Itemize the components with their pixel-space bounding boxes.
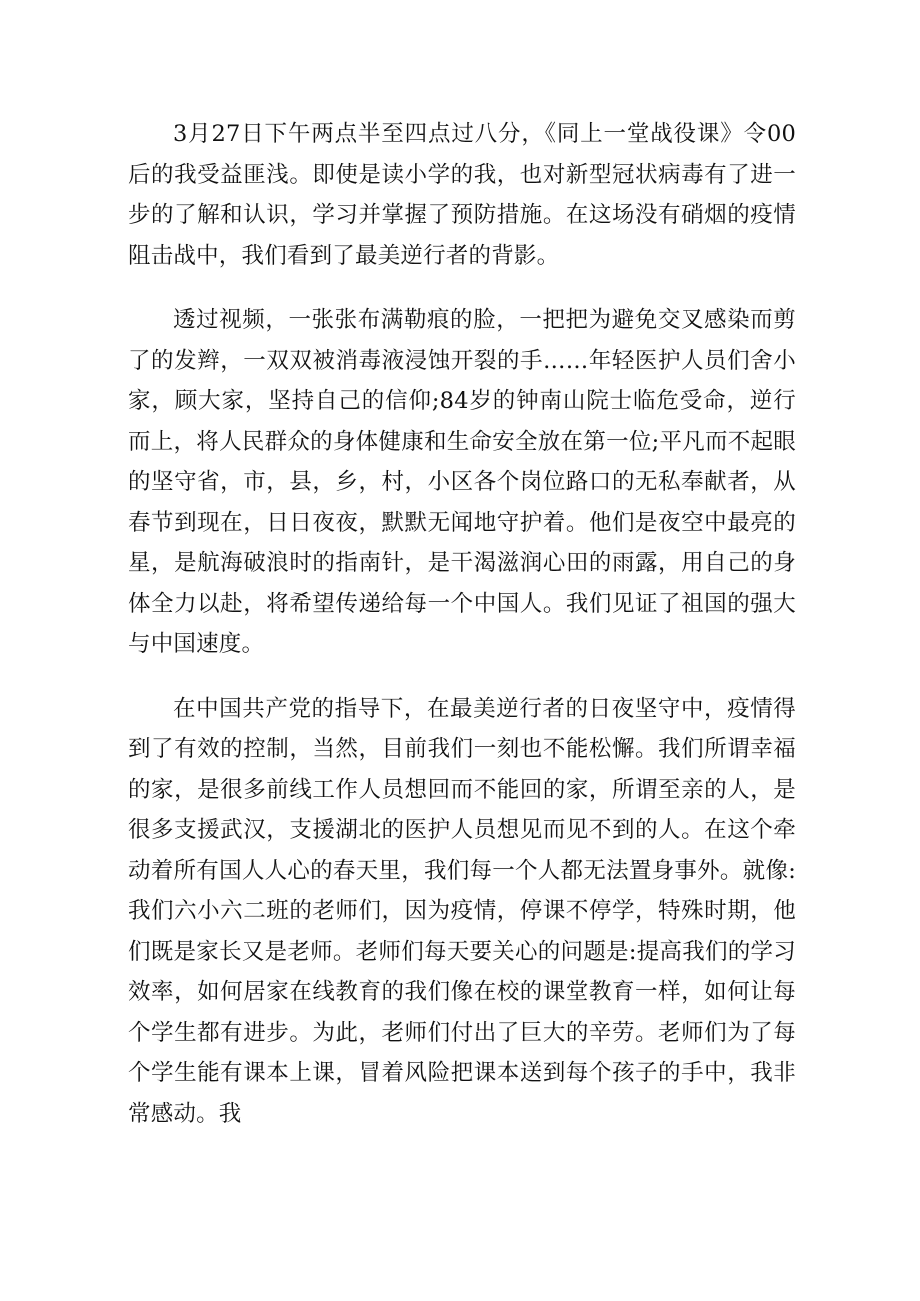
- paragraph-2: 透过视频，一张张布满勒痕的脸，一把把为避免交叉感染而剪了的发辫，一双双被消毒液浸蚀开裂的手……年轻医护人员们舍小家，顾大家，坚持自己的信仰;84岁的钟南山院士临危受命，逆行而上，将人民群众的身体健康和生命安全放在第一位;平凡而不起眼的坚守省，市，县，乡，村，小区各个岗位路口的无私奉献者，从春节到现在，日日夜夜，默默无闻地守护着。他们是夜空中最亮的星，是航海破浪时的指南针，是干渴滋润心田的雨露，用自己的身体全力以赴，将希望传递给每一个中国人。我们见证了祖国的强大与中国速度。: [128, 307, 796, 657]
- document-body: [128, 114, 796, 1158]
- paragraph-3: 在中国共产党的指导下，在最美逆行者的日夜坚守中，疫情得到了有效的控制，当然，目前我们一刻也不能松懈。我们所谓幸福的家，是很多前线工作人员想回而不能回的家，所谓至亲的人，是很多支援武汉，支援湖北的医护人员想见而见不到的人。在这个牵动着所有国人人心的春天里，我们每一个人都无法置身事外。就像:我们六小六二班的老师们，因为疫情，停课不停学，特殊时期，他们既是家长又是老师。老师们每天要关心的问题是:提高我们的学习效率，如何居家在线教育的我们像在校的课堂教育一样，如何让每个学生都有进步。为此，老师们付出了巨大的辛劳。老师们为了每个学生能有课本上课，冒着风险把课本送到每个孩子的手中，我非常感动。我: [128, 695, 796, 1127]
- paragraph-1: 3月27日下午两点半至四点过八分，《同上一堂战役课》令00后的我受益匪浅。即使是读小学的我，也对新型冠状病毒有了进一步的了解和认识，学习并掌握了预防措施。在这场没有硝烟的疫情阻击战中，我们看到了最美逆行者的背影。: [128, 121, 796, 269]
